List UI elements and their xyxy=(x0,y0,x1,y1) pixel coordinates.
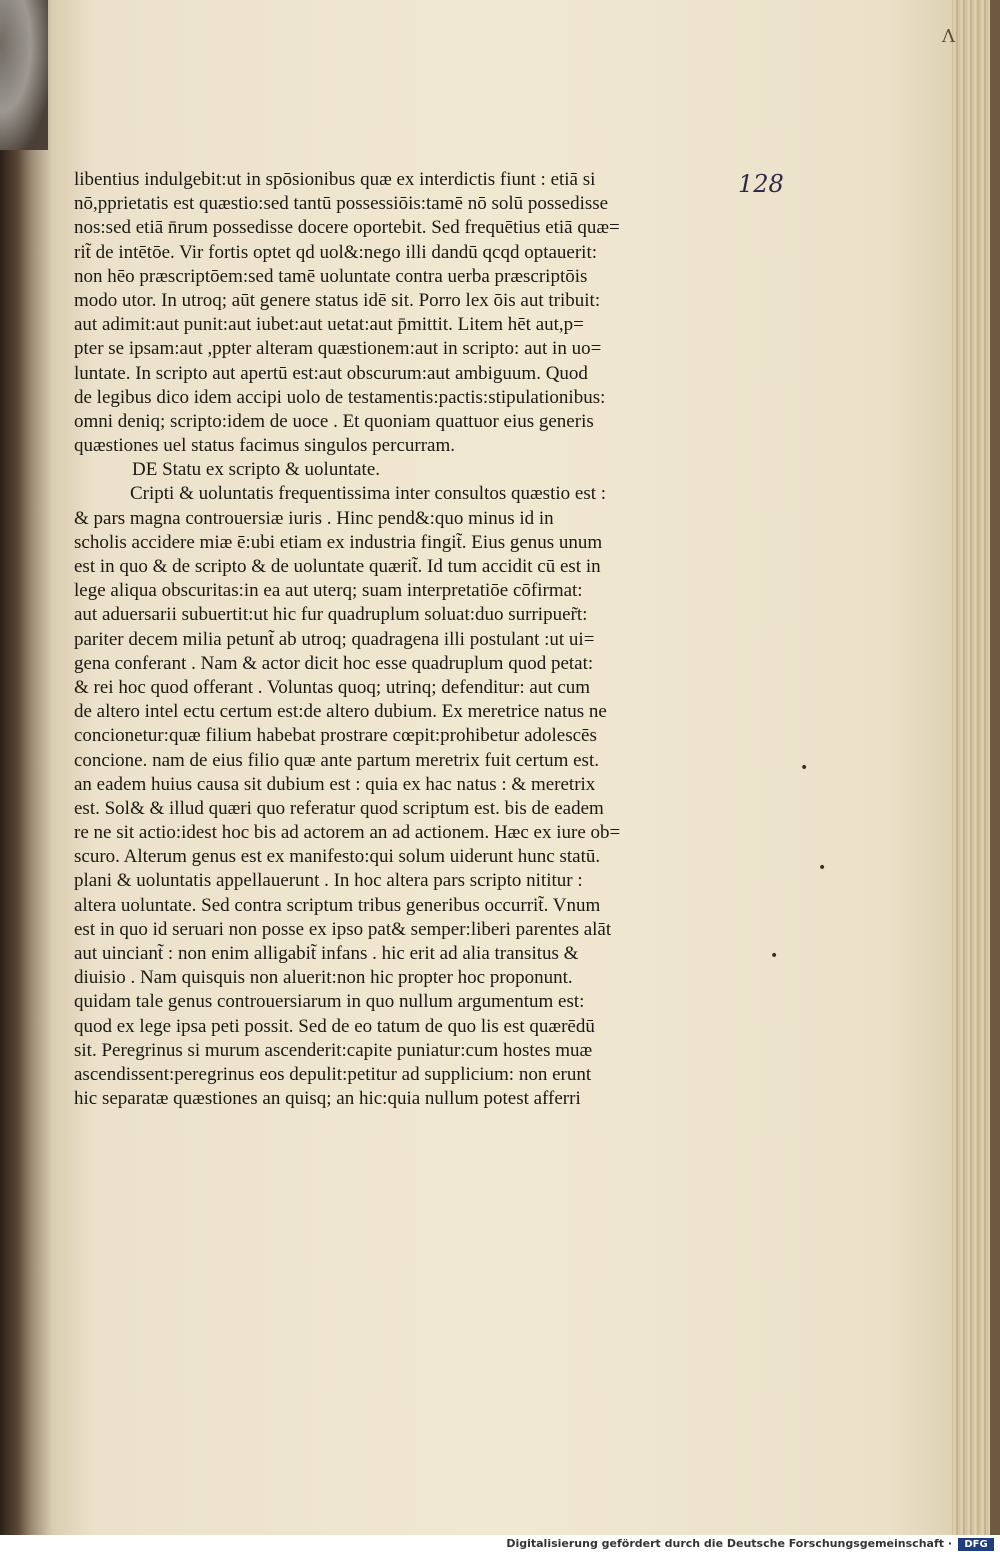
text-line: quidam tale genus controuersiarum in quo nullum argumentum est: xyxy=(74,991,585,1013)
text-line: de legibus dico idem accipi uolo de testamentis:pactis:stipulationibus: xyxy=(74,386,606,408)
handwritten-page-number: 128 xyxy=(738,170,784,198)
text-line: modo utor. In utroq; aūt genere status idē sit. Porro lex ōis aut tribuit: xyxy=(74,289,601,311)
text-line: pter se ipsam:aut ,ppter alteram quæstionem:aut in scripto: aut in uo= xyxy=(74,338,602,360)
text-line: omni deniq; scripto:idem de uoce . Et quoniam quattuor eius generis xyxy=(74,410,594,432)
text-line: re ne sit actio:idest hoc bis ad actorem an ad actionem. Hæc ex iure ob= xyxy=(74,822,621,844)
text-line: aut uinciant̃ : non enim alligabit̃ infans . hic erit ad alia transitus & xyxy=(74,943,579,964)
text-line: diuisio . Nam quisquis non aluerit:non hic propter hoc proponunt. xyxy=(74,967,573,989)
text-line: quæstiones uel status facimus singulos percurram. xyxy=(74,435,455,457)
text-line: Cripti & uoluntatis frequentissima inter consultos quæstio est : xyxy=(130,483,607,505)
text-line: scholis accidere miæ ē:ubi etiam ex industria fingit̃. Eius genus unum xyxy=(74,531,603,553)
text-line: nō,pprietatis est quæstio:sed tantū possessiōis:tamē nō solū possedisse xyxy=(74,193,609,215)
text-line: aut adimit:aut punit:aut iubet:aut uetat:aut p̄mittit. Litem hēt aut,p= xyxy=(74,314,584,336)
footer-bar xyxy=(0,1535,1000,1555)
margin-mark: • xyxy=(770,948,779,964)
text-line: & pars magna controuersiæ iuris . Hinc pend&:quo minus id in xyxy=(74,507,554,529)
text-line: scuro. Alterum genus est ex manifesto:qui solum uiderunt hunc statū. xyxy=(74,846,601,868)
margin-mark: • xyxy=(800,760,809,776)
text-line: de altero intel ectu certum est:de altero dubium. Ex meretrice natus ne xyxy=(74,701,607,723)
text-line: pariter decem milia petunt̃ ab utroq; quadragena illi postulant :ut ui= xyxy=(74,628,595,650)
text-line: rit̃ de intētōe. Vir fortis optet qd uol&:nego illi dandū qcqd optauerit: xyxy=(74,241,598,263)
section-heading: DE Statu ex scripto & uoluntate. xyxy=(132,459,381,481)
left-page-curl xyxy=(0,0,48,150)
text-line: non hēo præscriptōem:sed tamē uoluntate contra uerba præscriptōis xyxy=(74,265,588,287)
text-line: & rei hoc quod offerant . Voluntas quoq; utrinq; defenditur: aut cum xyxy=(74,676,591,698)
text-line: gena conferant . Nam & actor dicit hoc esse quadruplum quod petat: xyxy=(74,652,594,674)
text-line: est. Sol& & illud quæri quo referatur quod scriptum est. bis de eadem xyxy=(74,797,604,819)
text-line: concione. nam de eius filio quæ ante partum meretrix fuit certum est. xyxy=(74,749,599,771)
text-line: plani & uoluntatis appellauerunt . In hoc altera pars scripto nititur : xyxy=(74,870,583,892)
text-column xyxy=(74,168,692,1111)
gutter-edge xyxy=(0,0,52,1535)
binding-edge xyxy=(990,0,1000,1535)
text-line: nos:sed etiā n̄rum possedisse docere oportebit. Sed frequētius etiā quæ= xyxy=(74,217,620,239)
text-line: luntate. In scripto aut apertū est:aut obscurum:aut ambiguum. Quod xyxy=(74,362,588,384)
text-line: est in quo & de scripto & de uoluntate quærit̃. Id tum accidit cū est in xyxy=(74,556,601,577)
text-line: an eadem huius causa sit dubium est : quia ex hac natus : & meretrix xyxy=(74,773,596,795)
folio-mark: Λ xyxy=(942,26,955,47)
text-line: libentius indulgebit:ut in spōsionibus quæ ex interdictis fiunt : etiā si xyxy=(74,169,596,190)
funding-credit: Digitalisierung gefördert durch die Deutsche Forschungsgemeinschaft · xyxy=(506,1537,952,1550)
text-line: ascendissent:peregrinus eos depulit:petitur ad supplicium: non erunt xyxy=(74,1063,592,1085)
text-line: aut aduersarii subuertit:ut hic fur quadruplum soluat:duo surripuer̃t: xyxy=(74,604,588,626)
dfg-logo: DFG xyxy=(958,1538,994,1551)
text-line: sit. Peregrinus si murum ascenderit:capite puniatur:cum hostes muæ xyxy=(74,1039,593,1061)
text-line: lege aliqua obscuritas:in ea aut uterq; suam interpretatiōe cōfirmat: xyxy=(74,580,583,602)
text-line: altera uoluntate. Sed contra scriptum tribus generibus occurrit̃. Vnum xyxy=(74,894,601,916)
margin-mark: • xyxy=(818,860,827,876)
text-line: est in quo id seruari non posse ex ipso pat& semper:liberi parentes alāt xyxy=(74,918,612,940)
text-line: hic separatæ quæstiones an quisq; an hic:quia nullum potest afferri xyxy=(74,1088,581,1110)
text-line: concionetur:quæ filium habebat prostrare cœpit:prohibetur adolescēs xyxy=(74,725,597,747)
text-line: quod ex lege ipsa peti possit. Sed de eo tatum de quo lis est quærēdū xyxy=(74,1015,595,1037)
